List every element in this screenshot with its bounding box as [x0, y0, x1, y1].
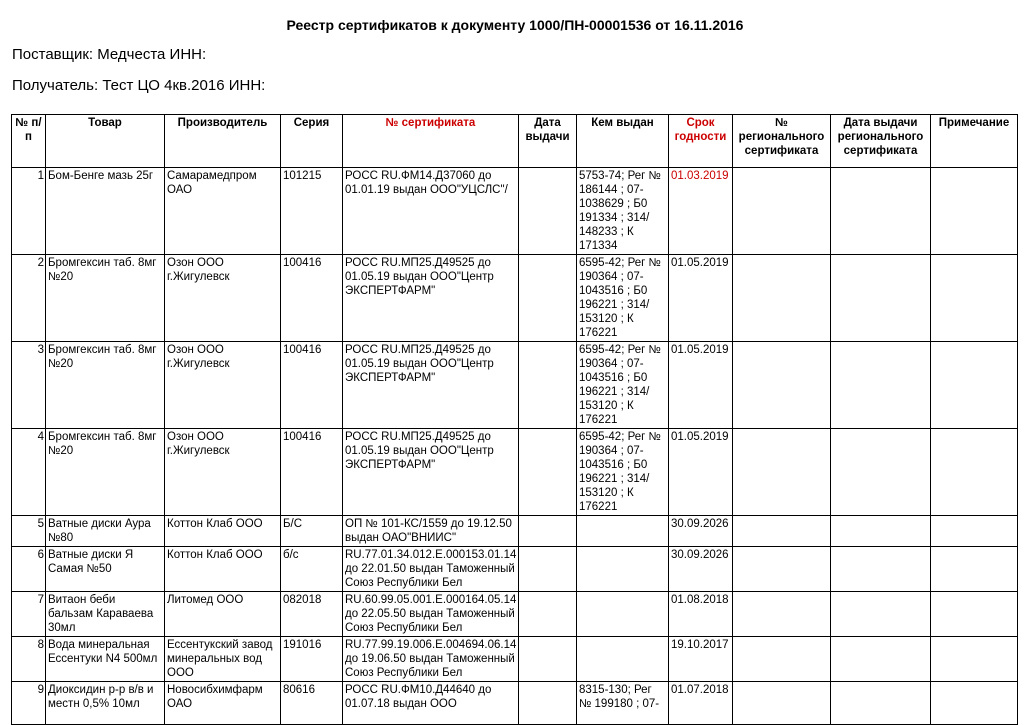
row-regional-no: [733, 255, 831, 342]
row-manufacturer: Коттон Клаб ООО: [165, 516, 281, 547]
row-issued-by: [577, 547, 669, 592]
row-manufacturer: Озон ООО г.Жигулевск: [165, 255, 281, 342]
row-issue-date: [519, 592, 577, 637]
row-note: [931, 168, 1018, 255]
table-row: [12, 342, 1018, 429]
row-issued-by: 8315-130; Рег № 199180 ; 07-: [577, 682, 669, 725]
header-expiry: Срок годности: [669, 115, 733, 168]
header-regional-no: № регионального сертификата: [733, 115, 831, 168]
row-manufacturer: Озон ООО г.Жигулевск: [165, 429, 281, 516]
row-num: 6: [12, 547, 46, 592]
supplier-line: Поставщик: Медчеста ИНН:: [12, 46, 207, 63]
row-product: Бом-Бенге мазь 25г: [46, 168, 165, 255]
row-cert: RU.60.99.05.001.Е.000164.05.14 до 22.05.50 выдан Таможенный Союз Республики Бел: [343, 592, 519, 637]
table-row: [12, 429, 1018, 516]
header-note: Примечание: [931, 115, 1018, 168]
row-regional-no: [733, 342, 831, 429]
row-num: 8: [12, 637, 46, 682]
row-manufacturer: Литомед ООО: [165, 592, 281, 637]
table-row: [12, 516, 1018, 547]
row-cert: ОП № 101-КС/1559 до 19.12.50 выдан ОАО"ВНИИС": [343, 516, 519, 547]
row-num: 5: [12, 516, 46, 547]
row-issued-by: [577, 637, 669, 682]
row-expiry: 30.09.2026: [669, 547, 733, 592]
row-note: [931, 682, 1018, 725]
row-regional-date: [831, 429, 931, 516]
row-cert: РОСС RU.ФМ10.Д44640 до 01.07.18 выдан ООО: [343, 682, 519, 725]
row-manufacturer: Новосибхимфарм ОАО: [165, 682, 281, 725]
header-issued-by: Кем выдан: [577, 115, 669, 168]
row-regional-date: [831, 547, 931, 592]
row-num: 3: [12, 342, 46, 429]
row-regional-no: [733, 682, 831, 725]
row-expiry: 01.05.2019: [669, 429, 733, 516]
row-issue-date: [519, 637, 577, 682]
row-issued-by: [577, 516, 669, 547]
row-expiry: 01.05.2019: [669, 342, 733, 429]
row-series: 80616: [281, 682, 343, 725]
row-product: Ватные диски Я Самая №50: [46, 547, 165, 592]
row-issue-date: [519, 429, 577, 516]
header-issue-date: Дата выдачи: [519, 115, 577, 168]
row-note: [931, 255, 1018, 342]
row-expiry: 01.07.2018: [669, 682, 733, 725]
row-regional-date: [831, 592, 931, 637]
row-cert: РОСС RU.ФМ14.Д37060 до 01.01.19 выдан ООО"УЦСЛС"/: [343, 168, 519, 255]
row-issue-date: [519, 547, 577, 592]
header-regional-date: Дата выдачи регионального сертификата: [831, 115, 931, 168]
row-expiry: 01.08.2018: [669, 592, 733, 637]
row-num: 4: [12, 429, 46, 516]
table-row: [12, 168, 1018, 255]
row-note: [931, 547, 1018, 592]
row-product: Диоксидин р-р в/в и местн 0,5% 10мл: [46, 682, 165, 725]
row-product: Бромгексин таб. 8мг №20: [46, 255, 165, 342]
table-row: [12, 637, 1018, 682]
row-series: 100416: [281, 342, 343, 429]
header-cert-no: № сертификата: [343, 115, 519, 168]
row-product: Ватные диски Аура №80: [46, 516, 165, 547]
row-regional-no: [733, 516, 831, 547]
row-product: Бромгексин таб. 8мг №20: [46, 342, 165, 429]
row-cert: РОСС RU.МП25.Д49525 до 01.05.19 выдан ООО"Центр ЭКСПЕРТФАРМ": [343, 429, 519, 516]
row-manufacturer: Озон ООО г.Жигулевск: [165, 342, 281, 429]
row-regional-date: [831, 516, 931, 547]
row-regional-date: [831, 342, 931, 429]
row-expiry: 01.05.2019: [669, 255, 733, 342]
row-cert: RU.77.01.34.012.Е.000153.01.14 до 22.01.50 выдан Таможенный Союз Республики Бел: [343, 547, 519, 592]
row-regional-no: [733, 547, 831, 592]
row-regional-no: [733, 168, 831, 255]
row-note: [931, 637, 1018, 682]
row-num: 9: [12, 682, 46, 725]
row-product: Витаон беби бальзам Караваева 30мл: [46, 592, 165, 637]
row-issued-by: [577, 592, 669, 637]
row-regional-date: [831, 168, 931, 255]
row-note: [931, 592, 1018, 637]
row-issue-date: [519, 168, 577, 255]
table-row: [12, 255, 1018, 342]
row-series: Б/С: [281, 516, 343, 547]
row-series: 100416: [281, 255, 343, 342]
row-series: 082018: [281, 592, 343, 637]
row-product: Вода минеральная Ессентуки N4 500мл: [46, 637, 165, 682]
row-expiry: 01.03.2019: [669, 168, 733, 255]
row-issued-by: 5753-74; Рег № 186144 ; 07-1038629 ; Б0 191334 ; 314/ 148233 ; К 171334: [577, 168, 669, 255]
row-regional-no: [733, 429, 831, 516]
row-manufacturer: Ессентукский завод минеральных вод ООО: [165, 637, 281, 682]
row-issue-date: [519, 516, 577, 547]
row-cert: РОСС RU.МП25.Д49525 до 01.05.19 выдан ООО"Центр ЭКСПЕРТФАРМ": [343, 342, 519, 429]
row-expiry: 30.09.2026: [669, 516, 733, 547]
row-note: [931, 516, 1018, 547]
row-product: Бромгексин таб. 8мг №20: [46, 429, 165, 516]
row-series: 100416: [281, 429, 343, 516]
row-note: [931, 342, 1018, 429]
row-cert: RU.77.99.19.006.Е.004694.06.14 до 19.06.50 выдан Таможенный Союз Республики Бел: [343, 637, 519, 682]
row-regional-date: [831, 255, 931, 342]
table-row: [12, 682, 1018, 725]
row-cert: РОСС RU.МП25.Д49525 до 01.05.19 выдан ООО"Центр ЭКСПЕРТФАРМ": [343, 255, 519, 342]
row-regional-date: [831, 637, 931, 682]
certificate-registry-table: [11, 114, 1018, 725]
header-num: № п/п: [12, 115, 46, 168]
table-header-row: [12, 115, 1018, 168]
header-manufacturer: Производитель: [165, 115, 281, 168]
row-issued-by: 6595-42; Рег № 190364 ; 07-1043516 ; Б0 196221 ; 314/ 153120 ; К 176221: [577, 342, 669, 429]
header-product: Товар: [46, 115, 165, 168]
row-series: б/с: [281, 547, 343, 592]
row-expiry: 19.10.2017: [669, 637, 733, 682]
row-issue-date: [519, 255, 577, 342]
row-regional-date: [831, 682, 931, 725]
row-series: 101215: [281, 168, 343, 255]
row-note: [931, 429, 1018, 516]
row-num: 7: [12, 592, 46, 637]
table-row: [12, 547, 1018, 592]
row-series: 191016: [281, 637, 343, 682]
table-row: [12, 592, 1018, 637]
recipient-line: Получатель: Тест ЦО 4кв.2016 ИНН:: [12, 77, 266, 94]
row-regional-no: [733, 637, 831, 682]
row-regional-no: [733, 592, 831, 637]
row-manufacturer: Самарамедпром ОАО: [165, 168, 281, 255]
row-issue-date: [519, 682, 577, 725]
row-issue-date: [519, 342, 577, 429]
document-title: Реестр сертификатов к документу 1000/ПН-00001536 от 16.11.2016: [286, 17, 744, 33]
row-num: 2: [12, 255, 46, 342]
row-manufacturer: Коттон Клаб ООО: [165, 547, 281, 592]
row-issued-by: 6595-42; Рег № 190364 ; 07-1043516 ; Б0 196221 ; 314/ 153120 ; К 176221: [577, 255, 669, 342]
row-num: 1: [12, 168, 46, 255]
row-issued-by: 6595-42; Рег № 190364 ; 07-1043516 ; Б0 196221 ; 314/ 153120 ; К 176221: [577, 429, 669, 516]
header-series: Серия: [281, 115, 343, 168]
